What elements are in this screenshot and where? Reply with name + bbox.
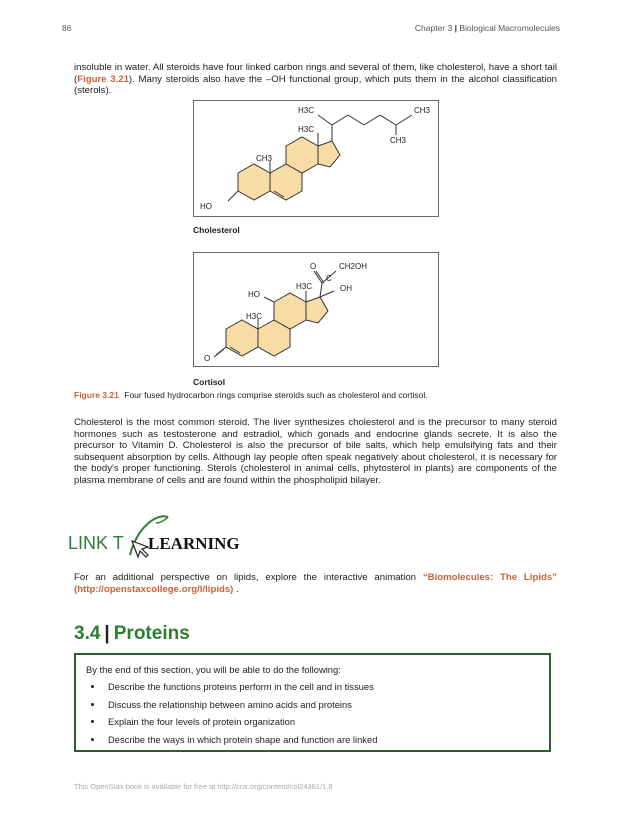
ho-label: HO — [248, 290, 260, 299]
oh-label: OH — [340, 284, 352, 293]
ring-h3c-label: H3C — [298, 125, 315, 134]
objective-item: • Describe the functions proteins perform in the cell and in tissues — [104, 681, 539, 692]
intro-text-before: insoluble in water. All steroids have four linked carbon rings and several of them, like cholesterol, have a short tail ( — [74, 62, 557, 85]
cholesterol-structure — [193, 100, 439, 217]
figure-caption — [74, 390, 428, 400]
page-number: 86 — [62, 23, 72, 33]
carbonyl-carbon-label: C — [326, 274, 332, 283]
chapter-separator: | — [454, 23, 457, 33]
animation-link-url[interactable]: (http://openstaxcollege.org/l/lipids) — [74, 583, 234, 595]
running-head — [415, 23, 560, 33]
chapter-title: Biological Macromolecules — [459, 23, 560, 33]
link-to-learning-logo — [68, 505, 248, 565]
cursor-icon — [132, 541, 148, 557]
figure-reference-link[interactable]: Figure 3.21 — [77, 73, 129, 85]
ring-a — [226, 320, 258, 356]
section-separator: | — [104, 623, 110, 644]
cortisol-label: Cortisol — [193, 377, 226, 387]
cortisol-structure — [193, 252, 439, 367]
ring-d — [306, 297, 328, 323]
animation-link-title[interactable]: “Biomolecules: The Lipids” — [422, 572, 557, 583]
figure-number: Figure 3.21 — [74, 390, 119, 400]
lower-h3c-label: H3C — [246, 312, 263, 321]
ring-a — [238, 164, 270, 200]
logo-link-text: LINK T — [68, 533, 124, 553]
objectives-intro: By the end of this section, you will be able to do the following: — [86, 664, 341, 675]
tail-ch3-label: CH3 — [414, 106, 431, 115]
ring-d — [318, 141, 340, 167]
objective-item: • Describe the ways in which protein shape and function are linked — [104, 734, 539, 745]
tail-ch3-lower-label: CH3 — [390, 136, 407, 145]
intro-text-after: ). Many steroids also have the –OH functional group, which puts them in the alcohol classification (sterols). — [74, 73, 557, 96]
upper-h3c-label: H3C — [296, 282, 313, 291]
link-to-learning-text — [74, 572, 557, 595]
logo-learning-text: LEARNING — [148, 534, 240, 553]
ch2oh-label: CH2OH — [339, 262, 368, 271]
objectives-list — [86, 681, 539, 745]
cholesterol-diagram — [194, 101, 438, 216]
link-text-after: . — [233, 583, 239, 595]
cortisol-diagram — [194, 253, 438, 366]
section-heading — [74, 623, 190, 645]
section-title: Proteins — [113, 623, 190, 644]
objective-item: • Explain the four levels of protein organization — [104, 716, 539, 727]
ring-ketone-oxygen-label: O — [204, 354, 211, 363]
intro-paragraph — [74, 62, 557, 97]
link-intro-text: For an additional perspective on lipids, explore the interactive animation — [74, 572, 423, 583]
tail-h3c-label: H3C — [298, 106, 315, 115]
hydroxyl-label: HO — [200, 202, 212, 211]
cholesterol-label: Cholesterol — [193, 225, 240, 235]
ring-ch3-label: CH3 — [256, 154, 273, 163]
chapter-prefix: Chapter 3 — [414, 23, 453, 33]
page-footer: This OpenStax book is available for free at http://cnx.org/content/col24361/1.8 — [74, 782, 333, 791]
figure-caption-text: Four fused hydrocarbon rings comprise steroids such as cholesterol and cortisol. — [124, 390, 428, 400]
objective-item: • Discuss the relationship between amino acids and proteins — [104, 699, 539, 710]
body-paragraph: Cholesterol is the most common steroid. The liver synthesizes cholesterol and is the precursor to many steroid hormones such as testosterone and estradiol, which gonads and endocrine glands secrete. It is also the precursor to Vitamin D. Cholesterol is also the precursor of bile salts, which help emulsifying fats and their subsequent absorption by cells. Although lay people often speak negatively about cholesterol, it is necessary for the body's proper functioning. Sterols (cholesterol in animal cells, phytosterol in plants) are components of the plasma membrane of cells and are found within the phospholipid bilayer. — [74, 417, 557, 486]
section-number: 3.4 — [74, 623, 101, 644]
ketone-oxygen-label: O — [310, 262, 317, 271]
learning-objectives-box — [74, 653, 551, 752]
